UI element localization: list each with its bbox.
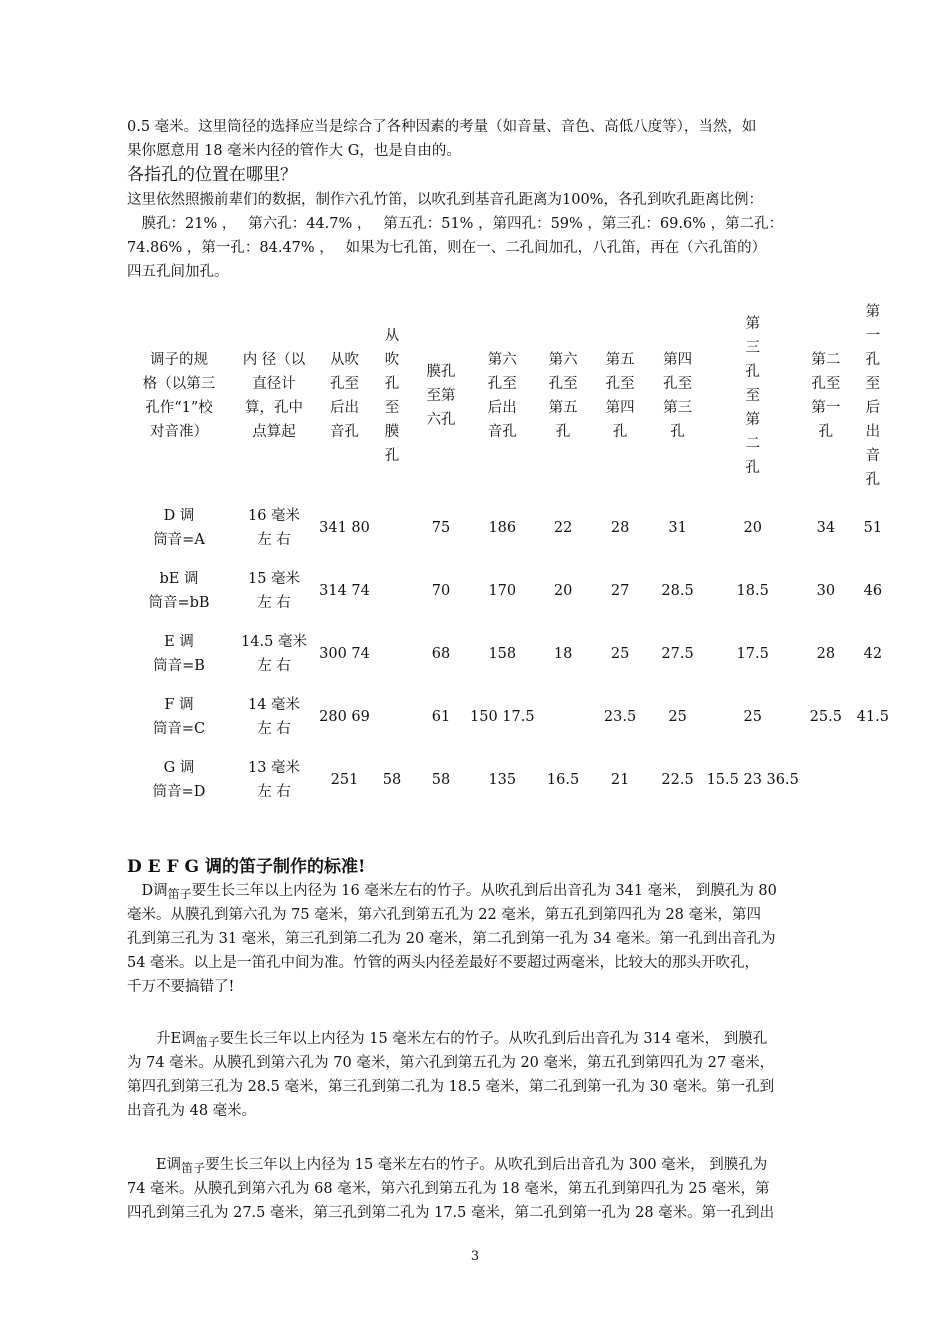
key-cell [127,748,231,811]
header-label-line: 从 [384,328,400,344]
text-line: 孔到第三孔为 31 毫米，第三孔到第二孔为 20 毫米，第二孔到第一孔为 34 毫米。第一孔到出音孔为 [127,931,776,947]
diameter-cell [231,496,317,559]
value-cell: 23.5 [603,708,637,725]
header-label-line: 至第 [426,388,456,404]
header-label-line: 至 [384,400,400,416]
text-line: 这里依然照搬前辈们的数据，制作六孔竹笛，以吹孔到基音孔距离为100%，各孔到吹孔距离比例： [127,192,763,208]
value-cell: 186 [488,519,517,536]
header-label-line: 后出 [330,400,359,416]
value-cell [799,748,853,811]
value-cell: 25.5 [809,708,842,725]
header-label-line: 第 [865,304,881,320]
table-header-cell [535,296,592,496]
header-label-line: 孔 [670,424,685,440]
header-label-line: 二 [745,436,760,452]
header-label-line: 点算起 [252,424,296,440]
header-label-line: 第三 [663,400,693,416]
value-cell: 51 [863,519,883,536]
header-label-line: 孔 [384,376,400,392]
value-cell [372,622,412,685]
value-cell: 68 [431,645,451,662]
header-label-line: 至 [745,388,760,404]
flute-key: E调 [156,1157,182,1173]
table-row [127,559,893,622]
cell-line: 15 毫米 [247,570,301,587]
value-cell: 314 74 [319,582,370,599]
cell-line: G 调 [163,759,195,776]
header-label [811,348,840,444]
header-label [330,348,359,444]
flute-key: 升E调 [156,1031,196,1047]
header-label-line: 孔至 [487,376,517,392]
cell-line: 筒音=bB [148,594,210,611]
cell-line: 筒音=C [152,720,206,737]
table-header-cell [799,296,853,496]
header-label-line: 孔至 [811,376,841,392]
text-line: 膜孔：21% ， 第六孔：44.7% ， 第五孔：51% ，第四孔：59% ，第三孔：69.6% ，第二孔： [127,216,784,232]
value-cell: 20 [553,582,573,599]
diameter-cell [231,748,317,811]
cell-line: 14.5 毫米 [241,633,307,650]
value-cell: 46 [863,582,883,599]
header-label-line: 膜 [384,424,400,440]
paragraph-e-flute [127,1153,852,1225]
header-label-line: 孔 [612,424,628,440]
value-cell [535,685,592,748]
value-cell: 135 [488,771,517,788]
text-line: 千万不要搞错了! [127,979,235,995]
header-label-line: 孔至 [548,376,578,392]
table-header-cell [127,296,231,496]
paragraph-be-flute [127,1027,852,1123]
paragraph-ratio [127,188,852,284]
value-cell [372,685,412,748]
header-label-line: 后出 [487,400,517,416]
header-label-line: 孔 [865,352,881,368]
header-label-line: 第六 [487,352,517,368]
cell-line: bE 调 [159,570,199,587]
header-label-line: 内 径（以 [242,352,306,368]
value-cell: 22.5 [661,771,694,788]
header-label-line: 第四 [605,400,635,416]
value-cell: 16.5 [546,771,580,788]
table-header-cell [412,296,470,496]
header-label-line: 膜孔 [426,364,456,380]
header-label-line: 孔作“1”校 [145,400,213,416]
header-label-line: 第四 [663,352,693,368]
flute-key-sub: 笛子 [167,887,192,901]
header-label [243,348,306,444]
header-label-line: 音孔 [330,424,359,440]
text-line-content: 要生长三年以上内径为 16 毫米左右的竹子。从吹孔到后出音孔为 341 毫米， 到膜孔为 80 [191,883,777,899]
text-line [127,1153,852,1177]
header-label-line: 第六 [548,352,578,368]
header-label [385,324,400,468]
header-label-line: 第 [745,412,760,428]
table-header-cell [707,296,799,496]
value-cell: 27 [610,582,630,599]
cell-line: 16 毫米 [247,507,301,524]
header-label-line: 六孔 [426,412,456,428]
value-cell: 22 [553,519,573,536]
text-line: 四孔到第三孔为 27.5 毫米，第三孔到第二孔为 17.5 毫米，第二孔到第一孔为 28 毫米。第一孔到出 [127,1205,775,1221]
text-line-content: 要生长三年以上内径为 15 毫米左右的竹子。从吹孔到后出音孔为 314 毫米， 到膜孔 [219,1031,768,1047]
table-row [127,748,893,811]
header-label-line: 孔 [865,472,881,488]
value-cell: 28 [816,645,836,662]
diameter-cell [231,622,317,685]
key-cell [127,496,231,559]
value-cell: 28.5 [661,582,694,599]
key-cell [127,559,231,622]
section-heading-standard: D E F G 调的笛子制作的标准! [127,857,366,877]
header-label-line: 第五 [548,400,578,416]
text-line [127,879,852,903]
value-cell: 251 [330,771,359,788]
header-label-line: 孔至 [605,376,635,392]
header-label-line: 直径计 [252,376,296,392]
cell-line: 左 右 [257,657,291,674]
header-label-line: 孔 [745,460,760,476]
header-label [488,348,517,444]
flute-key: D调 [141,883,168,899]
header-label-line: 孔 [818,424,834,440]
table-header-cell [649,296,707,496]
value-cell: 58 [431,771,451,788]
value-cell: 25 [743,708,762,725]
text-line: 54 毫米。以上是一笛孔中间为准。竹管的两头内径差最好不要超过两毫米，比较大的那头开吹孔， [127,955,760,971]
text-line-content: 要生长三年以上内径为 15 毫米左右的竹子。从吹孔到后出音孔为 300 毫米， 到膜孔为 [205,1157,768,1173]
value-cell: 27.5 [661,645,694,662]
value-cell: 18 [553,645,573,662]
value-cell: 158 [488,645,517,662]
header-label [427,360,456,432]
header-label [745,312,760,480]
table-row [127,622,893,685]
text-line: 四五孔间加孔。 [127,264,229,280]
flute-key-sub: 笛子 [195,1035,220,1049]
value-cell: 300 74 [319,645,370,662]
header-label-line: 音孔 [487,424,517,440]
header-label-line: 第 [745,316,760,332]
header-label-line: 第二 [811,352,841,368]
value-cell: 31 [668,519,687,536]
header-label-line: 一 [865,328,881,344]
value-cell: 75 [431,519,451,536]
value-cell [372,559,412,622]
text-line: 0.5 毫米。这里筒径的选择应当是综合了各种因素的考量（如音量、音色、高低八度等），当然，如 [127,119,757,135]
header-label-line: 孔 [745,364,760,380]
value-cell [372,496,412,559]
text-line: 为 74 毫米。从膜孔到第六孔为 70 毫米，第六孔到第五孔为 20 毫米，第五孔到第四孔为 27 毫米， [127,1055,775,1071]
header-label-line: 调子的规 [150,352,208,368]
header-label-line: 算，孔中 [244,400,303,416]
value-cell: 15.5 23 36.5 [706,771,799,788]
value-cell: 34 [816,519,836,536]
header-label-line: 从吹 [330,352,359,368]
value-cell: 21 [610,771,630,788]
header-label-line: 孔至 [330,376,359,392]
header-label [606,348,635,444]
table-header-row [127,296,893,496]
cell-line: 筒音=B [153,657,205,674]
value-cell: 18.5 [736,582,769,599]
header-label [866,300,881,492]
header-label-line: 对音准） [150,424,208,440]
cell-line: 左 右 [257,594,291,611]
header-label-line: 出 [865,424,881,440]
value-cell: 20 [743,519,762,536]
value-cell: 70 [431,582,451,599]
cell-line: 筒音=D [152,783,206,800]
value-cell: 58 [382,771,402,788]
cell-line: 13 毫米 [247,759,301,776]
header-label-line: 格（以第三 [142,376,216,392]
header-label-line: 第一 [811,400,841,416]
value-cell: 150 17.5 [470,708,535,725]
paragraph-intro [127,115,852,163]
value-cell: 280 69 [319,708,370,725]
value-cell: 28 [610,519,630,536]
header-label-line: 音 [865,448,881,464]
table-header-cell [470,296,535,496]
cell-line: 筒音=A [153,531,205,548]
cell-line: E 调 [164,633,194,650]
table-header-cell [231,296,317,496]
value-cell: 61 [431,708,451,725]
key-cell [127,622,231,685]
cell-line: 左 右 [257,531,291,548]
value-cell: 341 80 [319,519,370,536]
header-label-line: 三 [745,340,760,356]
text-line: 毫米。从膜孔到第六孔为 75 毫米，第六孔到第五孔为 22 毫米，第五孔到第四孔为 28 毫米，第四 [127,907,762,923]
flute-key-sub: 笛子 [181,1161,206,1175]
header-label-line: 至 [865,376,881,392]
table-row [127,496,893,559]
text-line [127,1027,852,1051]
text-line: 74.86% ，第一孔：84.47% ， 如果为七孔笛，则在一、二孔间加孔，八孔笛，再在（六孔笛的） [127,240,767,256]
header-label-line: 孔 [555,424,571,440]
cell-line: 14 毫米 [247,696,301,713]
diameter-cell [231,685,317,748]
value-cell [853,748,893,811]
header-label-line: 孔至 [663,376,693,392]
header-label-line: 后 [865,400,881,416]
header-label [549,348,578,444]
table-header-cell [853,296,893,496]
header-label [663,348,692,444]
text-line: 出音孔为 48 毫米。 [127,1103,257,1119]
value-cell: 25 [610,645,630,662]
cell-line: 左 右 [257,783,291,800]
cell-line: 左 右 [257,720,291,737]
key-cell [127,685,231,748]
header-label-line: 吹 [384,352,400,368]
page-number: 3 [470,1249,480,1264]
value-cell: 30 [816,582,836,599]
value-cell: 170 [488,582,517,599]
value-cell: 25 [668,708,687,725]
flute-spec-table [127,296,893,811]
diameter-cell [231,559,317,622]
text-line: 74 毫米。从膜孔到第六孔为 68 毫米，第六孔到第五孔为 18 毫米，第五孔到第四孔为 25 毫米，第 [127,1181,770,1197]
value-cell: 41.5 [856,708,889,725]
table-header-cell [317,296,372,496]
section-heading-holes: 各指孔的位置在哪里？ [127,165,297,185]
header-label [143,348,216,444]
cell-line: F 调 [164,696,194,713]
header-label-line: 孔 [384,448,400,464]
text-line: 第四孔到第三孔为 28.5 毫米，第三孔到第二孔为 18.5 毫米，第二孔到第一孔为 30 毫米。第一孔到 [127,1079,775,1095]
table-header-cell [592,296,649,496]
header-label-line: 第五 [605,352,635,368]
value-cell: 17.5 [736,645,769,662]
cell-line: D 调 [163,507,195,524]
value-cell: 42 [863,645,883,662]
paragraph-d-flute [127,879,852,999]
text-line: 果你愿意用 18 毫米内径的管作大 G，也是自由的。 [127,143,461,159]
table-row [127,685,893,748]
table-header-cell [372,296,412,496]
